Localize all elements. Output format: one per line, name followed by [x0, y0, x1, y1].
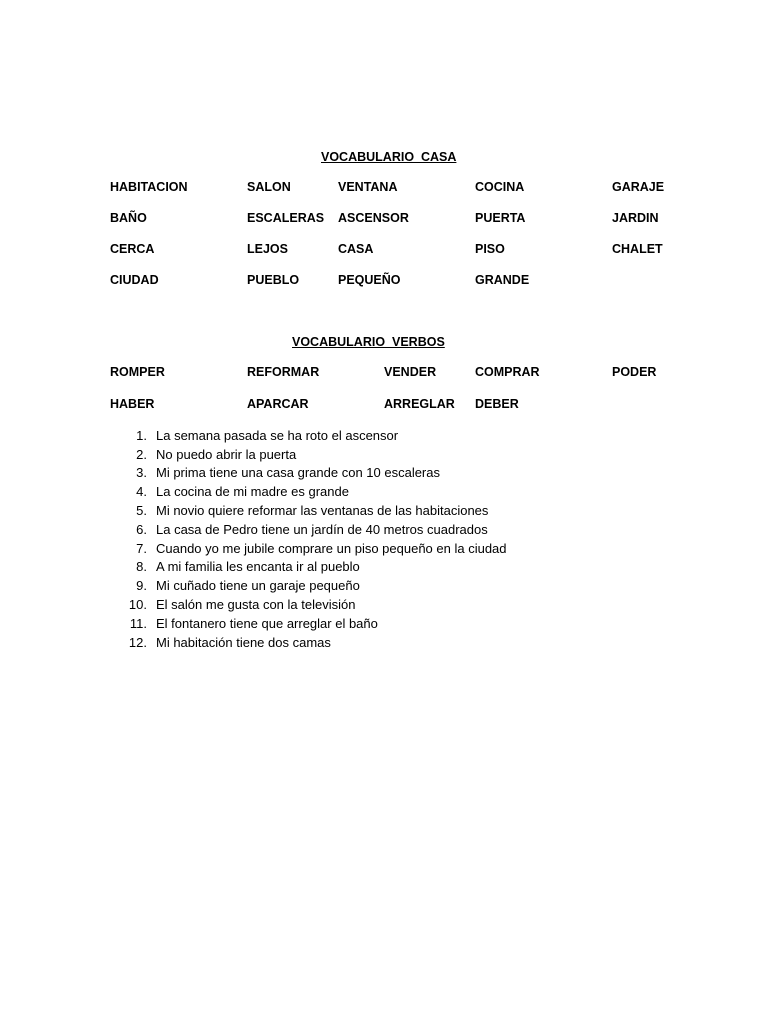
casa-word: CHALET	[612, 242, 663, 256]
sentence-text: Mi cuñado tiene un garaje pequeño	[156, 578, 360, 594]
sentence-number: 10.	[128, 597, 147, 613]
sentence-number: 2.	[136, 446, 147, 462]
verbo-word: APARCAR	[247, 397, 309, 411]
sentence-number: 1.	[136, 427, 147, 443]
sentence-text: La cocina de mi madre es grande	[156, 484, 349, 500]
casa-word: PISO	[475, 242, 505, 256]
sentence-item	[110, 633, 507, 652]
casa-word: PEQUEÑO	[338, 273, 401, 287]
sentence-text: A mi familia les encanta ir al pueblo	[156, 559, 360, 575]
sentence-item	[110, 614, 507, 633]
casa-word: HABITACION	[110, 180, 188, 194]
casa-word: PUEBLO	[247, 273, 300, 287]
verbo-word: HABER	[110, 397, 155, 411]
casa-word: COCINA	[475, 180, 525, 194]
casa-word: CIUDAD	[110, 273, 159, 287]
sentence-item	[110, 539, 507, 558]
sentence-number: 12.	[128, 634, 147, 650]
casa-word: CERCA	[110, 242, 155, 256]
casa-word: JARDIN	[612, 211, 659, 225]
verbo-word: DEBER	[475, 397, 519, 411]
verbo-word: PODER	[612, 365, 657, 379]
sentence-number: 5.	[136, 503, 147, 519]
sentence-text: Mi novio quiere reformar las ventanas de las habitaciones	[156, 503, 489, 519]
sentence-text: El fontanero tiene que arreglar el baño	[156, 615, 378, 631]
casa-word: SALON	[247, 180, 291, 194]
sentence-item	[110, 464, 507, 483]
verbo-word: VENDER	[384, 365, 437, 379]
sentence-number: 6.	[136, 521, 147, 537]
casa-word: ASCENSOR	[338, 211, 409, 225]
sentence-number: 8.	[136, 559, 147, 575]
casa-word: GARAJE	[612, 180, 665, 194]
casa-vocabulary-title: VOCABULARIO CASA	[321, 150, 457, 164]
casa-word: CASA	[338, 242, 374, 256]
sentence-number: 9.	[136, 578, 147, 594]
sentence-text: Mi prima tiene una casa grande con 10 escaleras	[156, 465, 440, 481]
sentence-text: El salón me gusta con la televisión	[156, 597, 356, 613]
sentence-text: La semana pasada se ha roto el ascensor	[156, 427, 399, 443]
casa-word: VENTANA	[338, 180, 398, 194]
sentence-text: No puedo abrir la puerta	[156, 446, 297, 462]
verbo-word: REFORMAR	[247, 365, 320, 379]
casa-word: LEJOS	[247, 242, 288, 256]
casa-word: BAÑO	[110, 211, 147, 225]
sentence-item	[110, 558, 507, 577]
sentence-item	[110, 482, 507, 501]
sentence-number: 3.	[136, 465, 147, 481]
verbo-word: COMPRAR	[475, 365, 540, 379]
verbo-word: ROMPER	[110, 365, 165, 379]
sentence-item	[110, 445, 507, 464]
sentence-item	[110, 426, 507, 445]
sentence-text: La casa de Pedro tiene un jardín de 40 metros cuadrados	[156, 521, 488, 537]
casa-word: ESCALERAS	[247, 211, 325, 225]
sentence-number: 7.	[136, 540, 147, 556]
sentence-text: Mi habitación tiene dos camas	[156, 634, 331, 650]
sentence-list	[110, 426, 507, 652]
sentence-item	[110, 595, 507, 614]
sentence-item	[110, 576, 507, 595]
sentence-item	[110, 501, 507, 520]
verbo-word: ARREGLAR	[384, 397, 455, 411]
verbos-vocabulary-title: VOCABULARIO VERBOS	[292, 335, 445, 349]
sentence-item	[110, 520, 507, 539]
sentence-text: Cuando yo me jubile comprare un piso pequeño en la ciudad	[156, 540, 507, 556]
sentence-number: 4.	[136, 484, 147, 500]
casa-word: GRANDE	[475, 273, 530, 287]
casa-word: PUERTA	[475, 211, 526, 225]
sentence-number: 11.	[129, 615, 147, 631]
